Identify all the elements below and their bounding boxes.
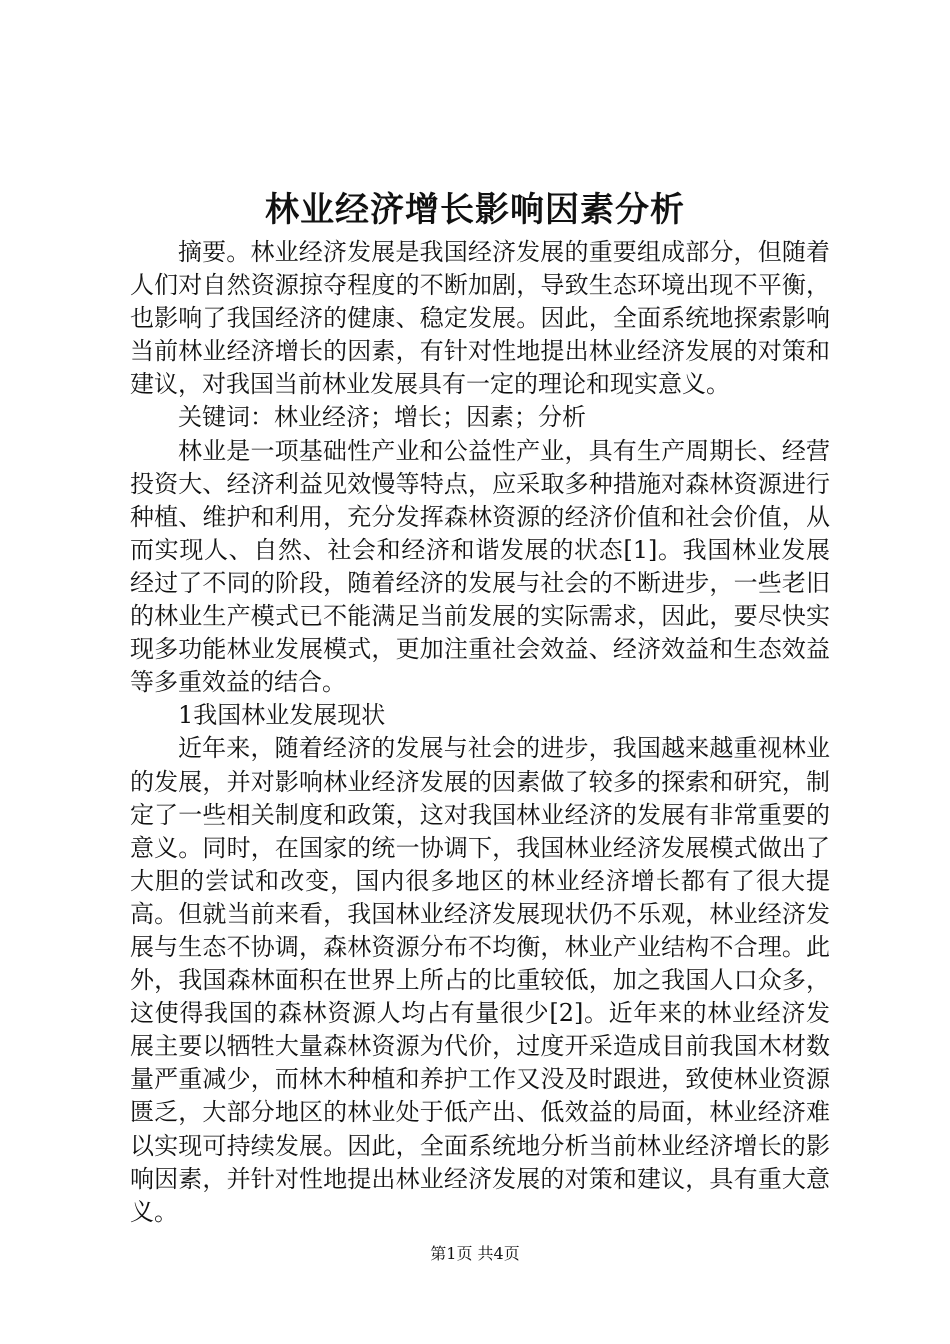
section-paragraph: 近年来，随着经济的发展与社会的进步，我国越来越重视林业的发展，并对影响林业经济发展的因素做了较多的探索和研究，制定了一些相关制度和政策，这对我国林业经济的发展有非常重要的意义。同时，在国家的统一协调下，我国林业经济发展模式做出了大胆的尝试和改变，国内很多地区的林业经济增长都有了很大提高。但就当前来看，我国林业经济发展现状仍不乐观，林业经济发展与生态不协调，森林资源分布不均衡，林业产业结构不合理。此外，我国森林面积在世界上所占的比重较低，加之我国人口众多，这使得我国的森林资源人均占有量很少[2]。近年来的林业经济发展主要以牺牲大量森林资源为代价，过度开采造成目前我国木材数量严重减少，而林木种植和养护工作又没及时跟进，致使林业资源匮乏，大部分地区的林业处于低产出、低效益的局面，林业经济难以实现可持续发展。因此，全面系统地分析当前林业经济增长的影响因素，并针对性地提出林业经济发展的对策和建议，具有重大意义。 <box>130 734 830 1226</box>
document-title: 林业经济增长影响因素分析 <box>265 190 685 230</box>
section-heading: 1我国林业发展现状 <box>178 701 386 730</box>
abstract-paragraph: 摘要。林业经济发展是我国经济发展的重要组成部分，但随着人们对自然资源掠夺程度的不断加剧，导致生态环境出现不平衡，也影响了我国经济的健康、稳定发展。因此，全面系统地探索影响当前林业经济增长的因素，有针对性地提出林业经济发展的对策和建议，对我国当前林业发展具有一定的理论和现实意义。 <box>130 238 830 399</box>
document-body <box>130 236 830 1229</box>
page-footer: 第1页 共4页 <box>430 1244 520 1263</box>
intro-paragraph: 林业是一项基础性产业和公益性产业，具有生产周期长、经营投资大、经济利益见效慢等特点，应采取多种措施对森林资源进行种植、维护和利用，充分发挥森林资源的经济价值和社会价值，从而实现人、自然、社会和经济和谐发展的状态[1]。我国林业发展经过了不同的阶段，随着经济的发展与社会的不断进步，一些老旧的林业生产模式已不能满足当前发展的实际需求，因此，要尽快实现多功能林业发展模式，更加注重社会效益、经济效益和生态效益等多重效益的结合。 <box>130 436 830 697</box>
keywords-line: 关键词：林业经济；增长；因素；分析 <box>178 403 586 432</box>
